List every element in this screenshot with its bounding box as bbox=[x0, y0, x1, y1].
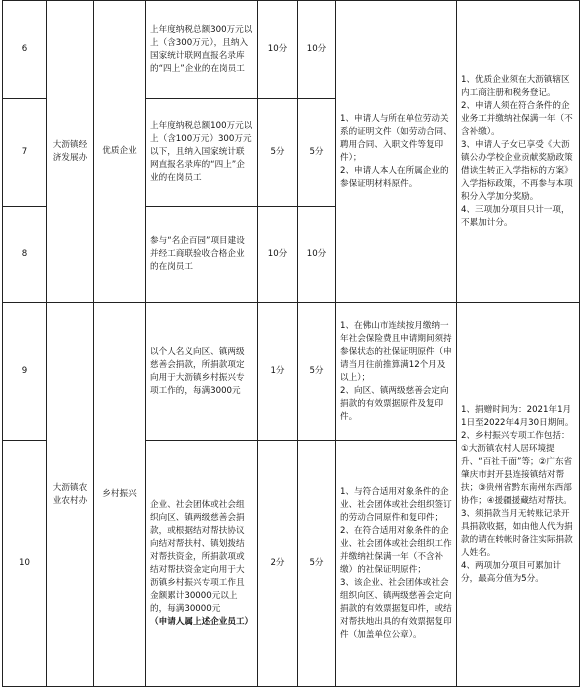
criteria-cell bbox=[146, 441, 258, 687]
note-item: 4、两项加分项目可累加计分，最高分值为5分。 bbox=[461, 560, 561, 584]
materials-cell bbox=[336, 441, 457, 687]
score-cell: 10分 bbox=[258, 207, 298, 303]
row-number: 8 bbox=[3, 207, 47, 303]
note-item: 3、申请人子女已享受《大沥镇公办学校企业贡献奖励政策借读生转正入学指标的方案》入学指标政策，不再参与本项积分入学加分奖励。 bbox=[461, 139, 573, 202]
max-score-cell: 10分 bbox=[298, 1, 336, 99]
material-item: 2、申请人本人在所属企业的参保证明材料原件。 bbox=[340, 165, 449, 189]
department-cell: 大沥镇农业农村办 bbox=[47, 303, 94, 687]
row-number: 10 bbox=[3, 441, 47, 687]
criteria-note: （申请人属上述企业员工） bbox=[150, 616, 254, 627]
score-cell: 1分 bbox=[258, 303, 298, 441]
max-score-cell: 5分 bbox=[298, 303, 336, 441]
material-item: 1、与符合适用对象条件的企业、社会团体或社会组织签订的劳动合同原件和复印件； bbox=[340, 486, 452, 523]
max-score-cell: 5分 bbox=[298, 441, 336, 687]
row-number: 6 bbox=[3, 1, 47, 99]
score-cell: 2分 bbox=[258, 441, 298, 687]
note-item: 2、乡村振兴专项工作包括：①大沥镇农村人居环境提升、“百社千面”等；②广东省肇庆市封开县连接镇结对帮扶；③贵州省黔东南州东西部协作；④援疆援藏结对帮扶。 bbox=[461, 430, 573, 506]
score-cell: 10分 bbox=[258, 1, 298, 99]
row-number: 7 bbox=[3, 99, 47, 207]
table-row bbox=[3, 303, 580, 441]
score-cell: 5分 bbox=[258, 99, 298, 207]
material-item: 2、在符合适用对象条件的企业、社会团体或社会组织工作并缴纳社保满一年（不含补缴）的社保证明原件； bbox=[340, 525, 452, 575]
policy-table bbox=[2, 0, 580, 687]
criteria-cell: 上年度纳税总额300万元以上（含300万元），且纳入国家统计联网直报名录库的“四上”企业的在岗员工 bbox=[146, 1, 258, 99]
note-item: 1、优质企业须在大沥镇辖区内工商注册和税务登记。 bbox=[461, 74, 570, 98]
material-item: 1、在佛山市连续按月缴纳一年社会保险费且申请期间须持参保状态的社保证明原件（申请当月往前推算满12个月及以上）； bbox=[340, 320, 452, 383]
category-cell: 乡村振兴 bbox=[94, 303, 146, 687]
criteria-text: 企业、社会团体或社会组织向区、镇两级慈善会捐款，或根据结对帮扶协议向结对帮扶村、镇划拨结对帮扶资金，所捐款项或结对帮扶资金定向用于大沥镇乡村振兴专项工作且金额累计30000元以上的，每满30000元 bbox=[150, 499, 245, 614]
criteria-cell: 以个人名义向区、镇两级慈善会捐款，所捐款项定向用于大沥镇乡村振兴专项工作的，每满3000元 bbox=[146, 303, 258, 441]
note-item: 2、申请人须在符合条件的企业务工并缴纳社保满一年（不含补缴）。 bbox=[461, 100, 573, 137]
materials-cell bbox=[336, 1, 457, 303]
criteria-cell: 上年度纳税总额100万元以上（含100万元）300万元以下，且纳入国家统计联网直报名录库的“四上”企业的在岗员工 bbox=[146, 99, 258, 207]
category-cell: 优质企业 bbox=[94, 1, 146, 303]
material-item: 1、申请人与所在单位劳动关系的证明文件（如劳动合同、聘用合同、入职文件等复印件）； bbox=[340, 113, 452, 163]
department-cell: 大沥镇经济发展办 bbox=[47, 1, 94, 303]
notes-cell bbox=[457, 303, 580, 687]
max-score-cell: 10分 bbox=[298, 207, 336, 303]
note-item: 4、三项加分项目只计一项，不累加计分。 bbox=[461, 204, 570, 228]
row-number: 9 bbox=[3, 303, 47, 441]
material-item: 3、该企业、社会团体或社会组织向区、镇两级慈善会定向捐款的有效票据复印件，或结对帮扶地出具的有效票据复印件（加盖单位公章）。 bbox=[340, 577, 452, 640]
max-score-cell: 5分 bbox=[298, 99, 336, 207]
criteria-cell: 参与“名企百园”项目建设并经工商联验收合格企业的在岗员工 bbox=[146, 207, 258, 303]
note-item: 1、捐赠时间为：2021年1月1日至2022年4月30日期间。 bbox=[461, 404, 574, 428]
materials-cell bbox=[336, 303, 457, 441]
note-item: 3、须捐款当月无转账记录开具捐款收据，如由他人代为捐款的请在转帐时备注实际捐款人姓名。 bbox=[461, 508, 573, 558]
notes-cell bbox=[457, 1, 580, 303]
material-item: 2、向区、镇两级慈善会定向捐款的有效票据原件及复印件。 bbox=[340, 385, 449, 422]
table-row bbox=[3, 1, 580, 99]
